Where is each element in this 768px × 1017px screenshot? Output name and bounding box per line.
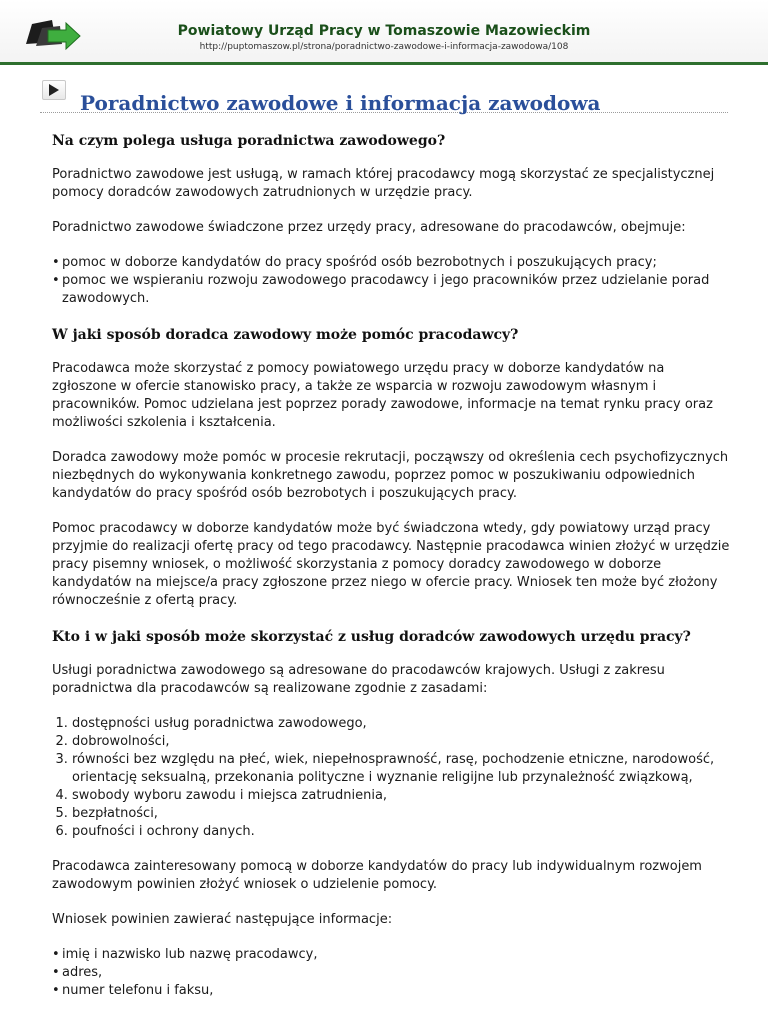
list-item: • numer telefonu i faksu, [62,982,732,1000]
section-heading: W jaki sposób doradca zawodowy może pomóc pracodawcy? [52,327,519,343]
site-header [0,0,768,65]
section-heading: Na czym polega usługa poradnictwa zawodowego? [52,133,446,149]
paragraph: Pracodawca może skorzystać z pomocy powiatowego urzędu pracy w doborze kandydatów na zgłoszone w ofercie stanowisko pracy, a także ze wsparcia w rozwoju zawodowym własnym i pracowników. Pomoc udzielana jest poprzez porady zawodowe, informacje na temat rynku pracy oraz możliwości szkolenia i kształcenia. [52,361,713,430]
list-item: 2. dobrowolności, [72,733,732,751]
list-item: 3. równości bez względu na płeć, wiek, niepełnosprawność, rasę, pochodzenie etniczne, narodowość, orientację seksualną, przekonania polityczne i wyznanie religijne lub przynależność związkową, [72,751,732,787]
list-item: • pomoc w doborze kandydatów do pracy spośród osób bezrobotnych i poszukujących pracy; [62,254,732,272]
numbered-list [52,715,732,841]
main-content [52,131,732,1017]
play-arrow-icon [42,80,66,100]
paragraph: Poradnictwo zawodowe świadczone przez urzędy pracy, adresowane do pracodawców, obejmuje: [52,220,686,235]
paragraph: Pomoc pracodawcy w doborze kandydatów może być świadczona wtedy, gdy powiatowy urząd pracy przyjmie do realizacji ofertę pracy od tego pracodawcy. Następnie pracodawca winien złożyć w urzędzie pracy pisemny wniosek, o możliwość skorzystania z pomocy doradcy zawodowego w doborze kandydatów na miejsce/a pracy zgłoszone przez niego w ofercie pracy. Wniosek ten może być złożony równocześnie z ofertą pracy. [52,521,730,608]
paragraph: Poradnictwo zawodowe jest usługą, w ramach której pracodawcy mogą skorzystać ze specjalistycznej pomocy doradców zawodowych zatrudnionych w urzędzie pracy. [52,167,715,200]
list-item: 1. dostępności usług poradnictwa zawodowego, [72,715,732,733]
paragraph: Usługi poradnictwa zawodowego są adresowane do pracodawców krajowych. Usługi z zakresu poradnictwa dla pracodawców są realizowane zgodnie z zasadami: [52,663,665,696]
page-title: Poradnictwo zawodowe i informacja zawodowa [80,91,601,116]
bullet-list [52,946,732,1000]
list-item: • adres, [62,964,732,982]
list-item: 5. bezpłatności, [72,805,732,823]
list-item: 6. poufności i ochrony danych. [72,823,732,841]
bullet-list [52,254,732,308]
list-item: 4. swobody wyboru zawodu i miejsca zatrudnienia, [72,787,732,805]
paragraph: Doradca zawodowy może pomóc w procesie rekrutacji, począwszy od określenia cech psychofizycznych niezbędnych do wykonywania konkretnego zawodu, poprzez pomoc w poszukiwaniu odpowiednich kandydatów do pracy spośród osób bezrobotych i poszukujących pracy. [52,450,729,501]
list-item: • imię i nazwisko lub nazwę pracodawcy, [62,946,732,964]
site-title: Powiatowy Urząd Pracy w Tomaszowie Mazowieckim [177,23,591,39]
page-url: http://puptomaszow.pl/strona/poradnictwo-zawodowe-i-informacja-zawodowa/108 [199,42,569,52]
paragraph: Pracodawca zainteresowany pomocą w doborze kandydatów do pracy lub indywidualnym rozwojem zawodowym powinien złożyć wniosek o udzielenie pomocy. [52,859,702,892]
paragraph: Wniosek powinien zawierać następujące informacje: [52,912,393,927]
list-item: • pomoc we wspieraniu rozwoju zawodowego pracodawcy i jego pracowników przez udzielanie porad zawodowych. [62,272,732,308]
page-heading [40,76,728,116]
section-heading: Kto i w jaki sposób może skorzystać z usług doradców zawodowych urzędu pracy? [52,629,691,645]
